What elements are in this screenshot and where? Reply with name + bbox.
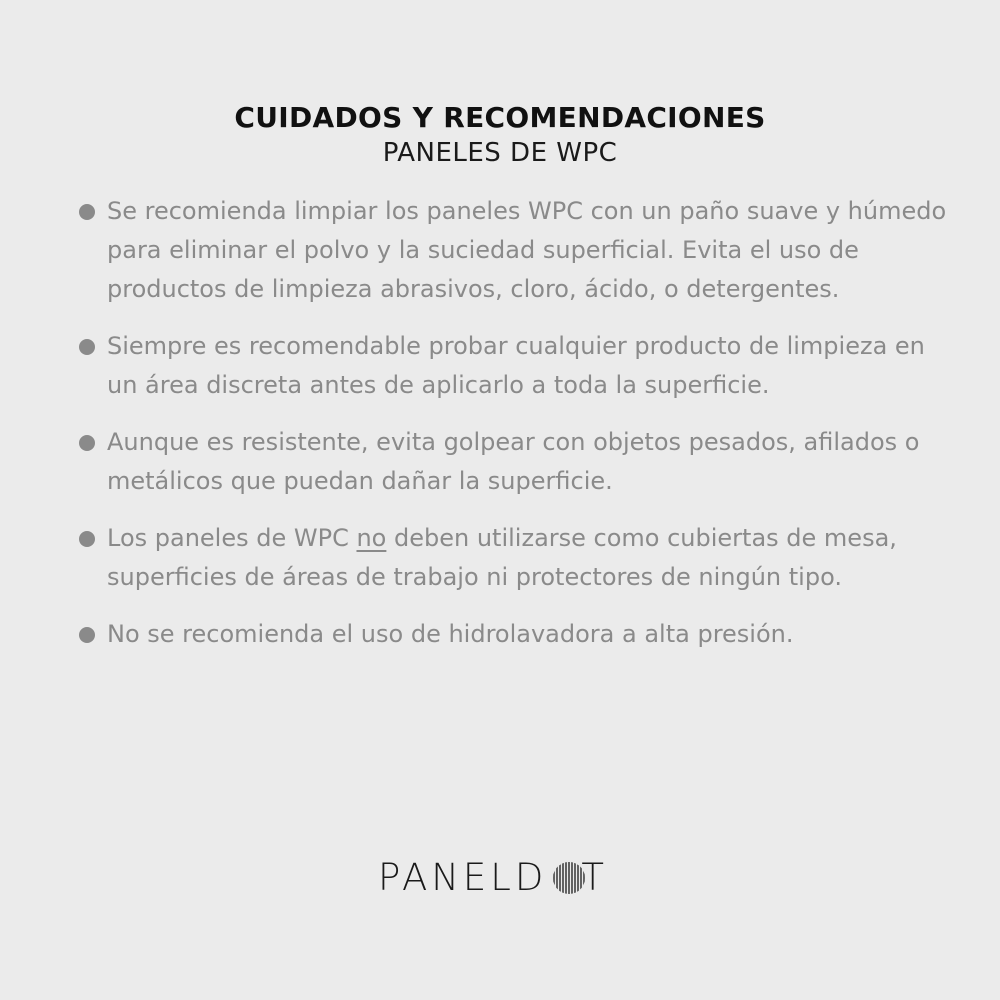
list-item-text-before: Los paneles de WPC <box>107 524 357 552</box>
list-item-text-after: deben utilizarse como cubiertas de mesa, superficies de áreas de trabajo ni protectores de ningún tipo. <box>107 524 897 591</box>
bullet-icon <box>79 204 95 220</box>
logo-prefix: PANELD <box>378 856 548 899</box>
list-item-text: Siempre es recomendable probar cualquier producto de limpieza en un área discreta antes de aplicarlo a toda la superficie. <box>107 332 925 399</box>
bullet-icon <box>79 627 95 643</box>
list-item <box>78 327 958 405</box>
list-item <box>78 423 958 501</box>
list-item-text: Se recomienda limpiar los paneles WPC con un paño suave y húmedo para eliminar el polvo y la suciedad superficial. Evita el uso de productos de limpieza abrasivos, cloro, ácido, o detergentes. <box>107 197 947 303</box>
list-item <box>78 615 958 654</box>
recommendations-list <box>78 192 958 672</box>
brand-logo <box>378 856 628 900</box>
logo-suffix: T <box>581 856 609 899</box>
list-item-text <box>107 524 897 591</box>
list-item-text: Aunque es resistente, evita golpear con objetos pesados, afilados o metálicos que puedan dañar la superficie. <box>107 428 920 495</box>
header <box>0 100 1000 170</box>
bullet-icon <box>79 435 95 451</box>
list-item-text: No se recomienda el uso de hidrolavadora a alta presión. <box>107 620 794 648</box>
list-item <box>78 519 958 597</box>
emphasis-underline: no <box>356 524 387 552</box>
bullet-icon <box>79 531 95 547</box>
bullet-icon <box>79 339 95 355</box>
page-subtitle: PANELES DE WPC <box>382 138 618 168</box>
page-title: CUIDADOS Y RECOMENDACIONES <box>234 101 766 134</box>
logo-striped-circle-icon <box>552 861 586 895</box>
list-item <box>78 192 958 309</box>
